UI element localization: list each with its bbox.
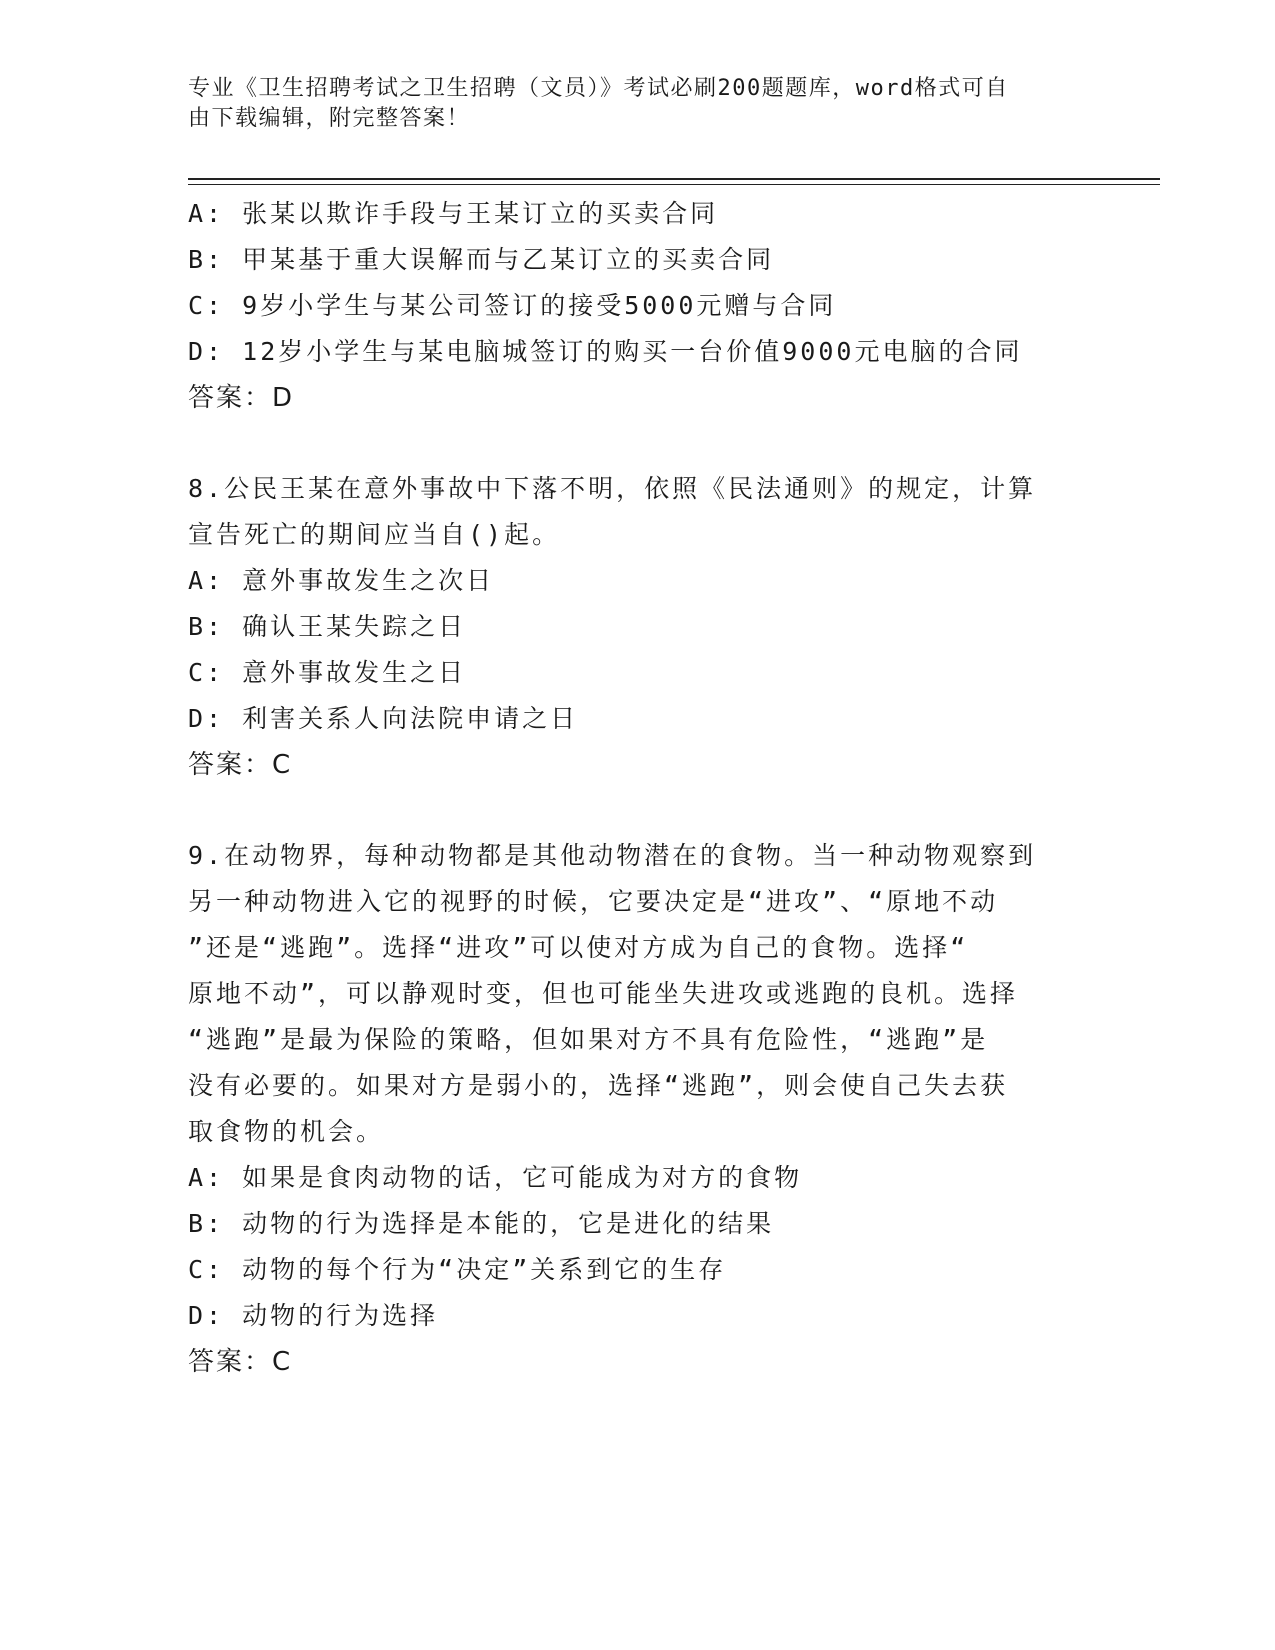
- question-stem: 8.公民王某在意外事故中下落不明，依照《民法通则》的规定，计算: [188, 474, 1037, 503]
- answer: 答案：C: [188, 1347, 293, 1377]
- header-line-2: 由下载编辑，附完整答案！: [188, 106, 471, 131]
- option-a: A: 如果是食肉动物的话，它可能成为对方的食物: [188, 1163, 803, 1192]
- question-8: [188, 466, 1068, 788]
- question-list: [188, 191, 1068, 1385]
- header-line-1: 专业《卫生招聘考试之卫生招聘（文员）》考试必刷200题题库，word格式可自: [188, 76, 1009, 101]
- document-header: [188, 74, 1088, 134]
- answer: 答案：D: [188, 383, 295, 413]
- header-divider-thin: [188, 184, 1160, 185]
- question-stem: ”还是“逃跑”。选择“进攻”可以使对方成为自己的食物。选择“: [188, 933, 969, 962]
- option-d: D: 12岁小学生与某电脑城签订的购买一台价值9000元电脑的合同: [188, 337, 1023, 366]
- question-stem: 9.在动物界，每种动物都是其他动物潜在的食物。当一种动物观察到: [188, 841, 1037, 870]
- option-c: C: 9岁小学生与某公司签订的接受5000元赠与合同: [188, 291, 837, 320]
- option-b: B: 甲某基于重大误解而与乙某订立的买卖合同: [188, 245, 775, 274]
- option-a: A: 意外事故发生之次日: [188, 566, 495, 595]
- question-stem: 原地不动”，可以静观时变，但也可能坐失进攻或逃跑的良机。选择: [188, 979, 1019, 1008]
- question-stem: 宣告死亡的期间应当自()起。: [188, 520, 561, 549]
- answer: 答案：C: [188, 750, 293, 780]
- question-7: [188, 191, 1068, 421]
- question-stem: 没有必要的。如果对方是弱小的，选择“逃跑”，则会使自己失去获: [188, 1071, 1009, 1100]
- option-d: D: 动物的行为选择: [188, 1301, 439, 1330]
- spacer: [188, 788, 1068, 833]
- question-stem: 另一种动物进入它的视野的时候，它要决定是“进攻”、“原地不动: [188, 887, 999, 916]
- option-b: B: 确认王某失踪之日: [188, 612, 467, 641]
- option-d: D: 利害关系人向法院申请之日: [188, 704, 579, 733]
- option-c: C: 意外事故发生之日: [188, 658, 467, 687]
- header-divider-thick: [188, 178, 1160, 180]
- question-9: [188, 833, 1068, 1385]
- question-stem: 取食物的机会。: [188, 1117, 385, 1146]
- spacer: [188, 421, 1068, 466]
- option-a: A: 张某以欺诈手段与王某订立的买卖合同: [188, 199, 719, 228]
- question-stem: “逃跑”是最为保险的策略，但如果对方不具有危险性，“逃跑”是: [188, 1025, 989, 1054]
- option-c: C: 动物的每个行为“决定”关系到它的生存: [188, 1255, 727, 1284]
- option-b: B: 动物的行为选择是本能的，它是进化的结果: [188, 1209, 775, 1238]
